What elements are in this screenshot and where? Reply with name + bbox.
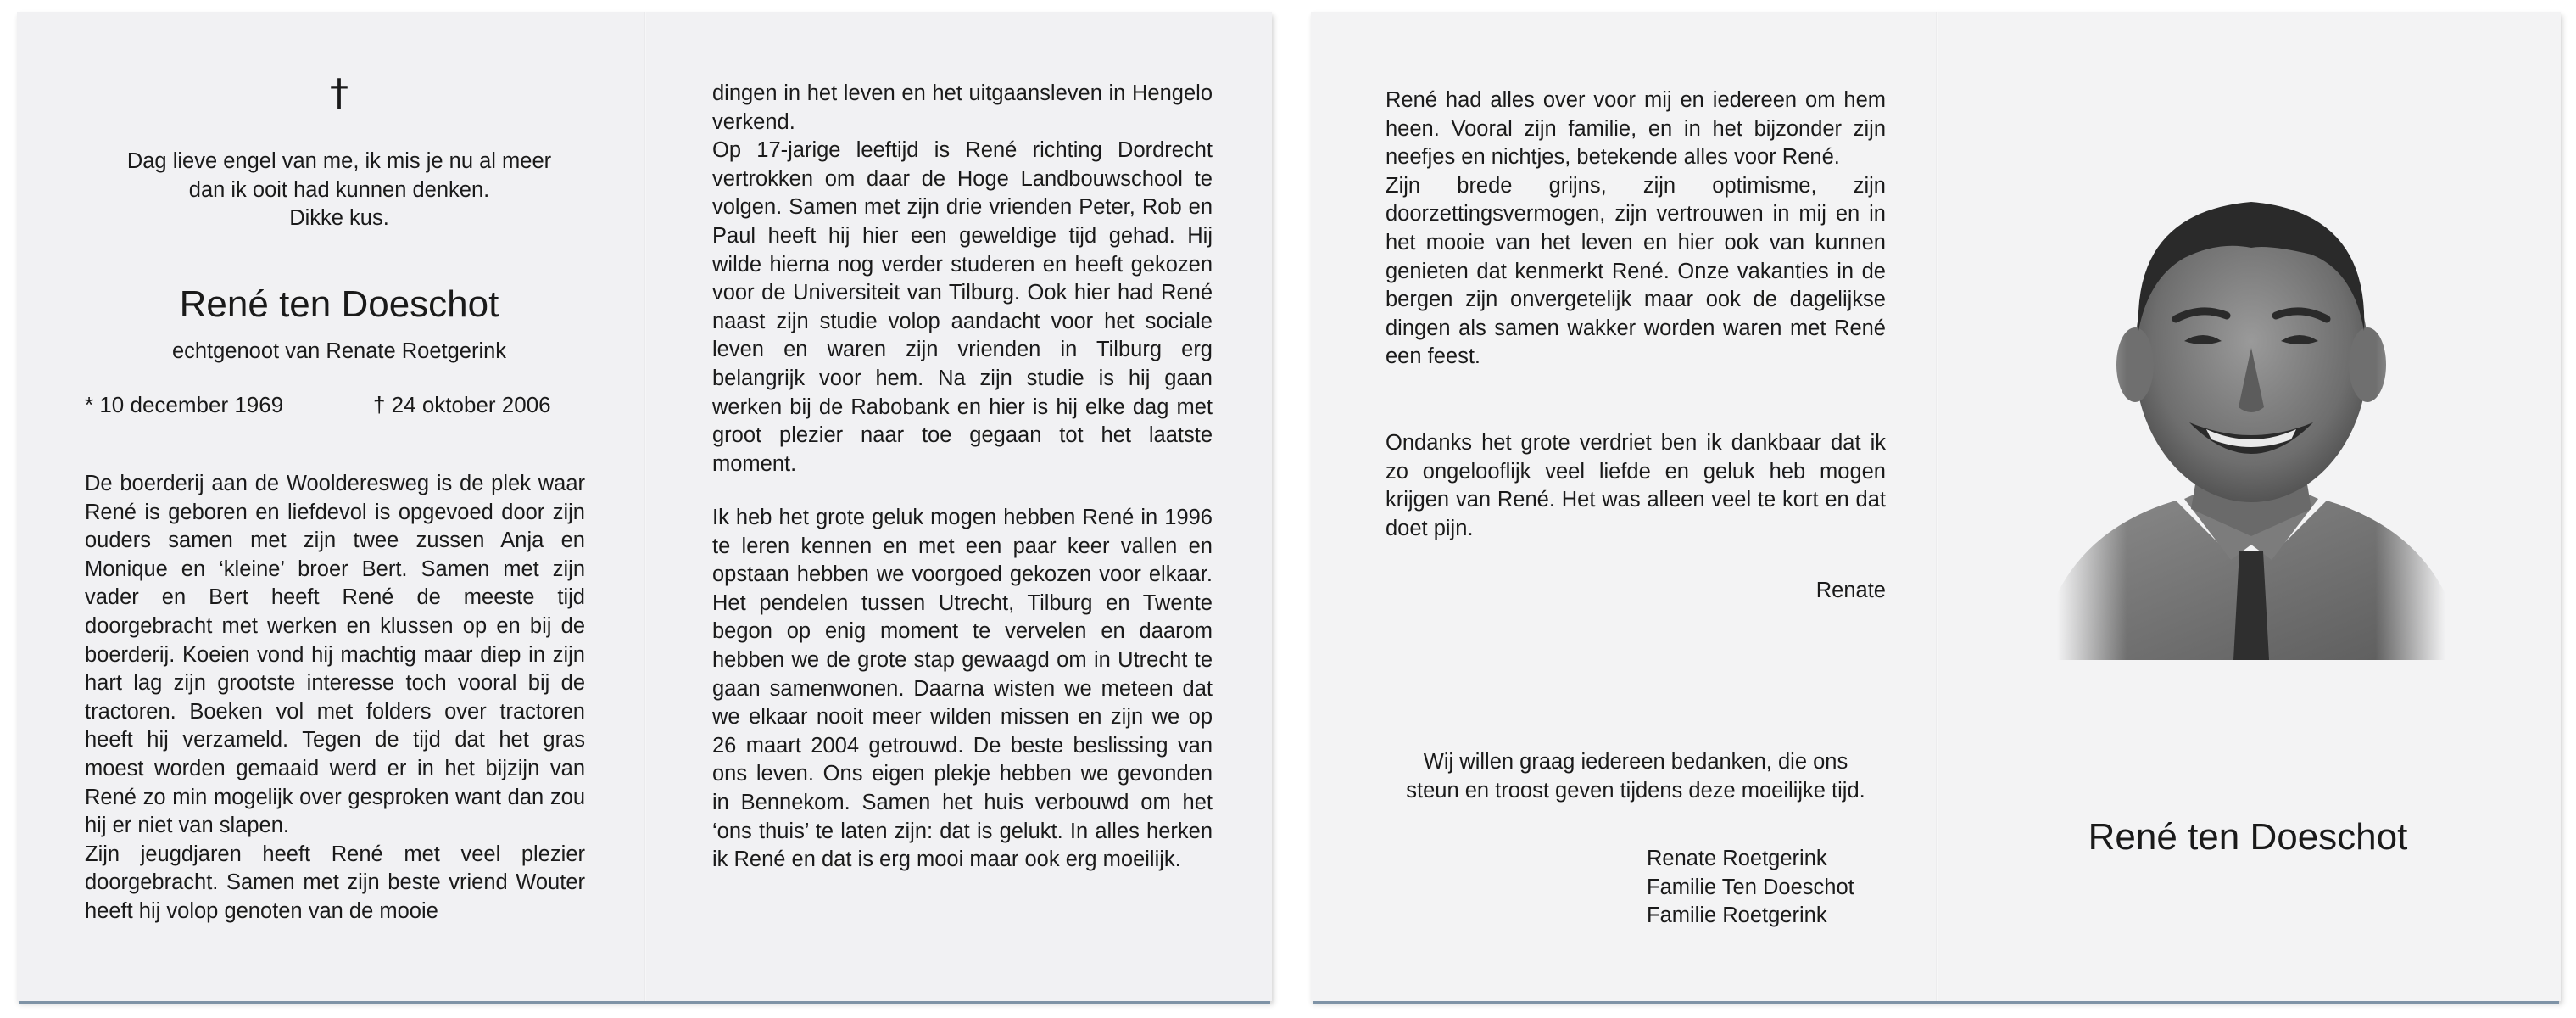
spouse-line: echtgenoot van Renate Roetgerink: [171, 339, 507, 363]
death-date: † 24 oktober 2006: [373, 392, 551, 417]
deceased-name: René ten Doeschot: [179, 283, 499, 325]
thanks-text: Wij willen graag iedereen bedanken, die ons steun en troost geven tijdens deze moeilijke tijd.: [1406, 750, 1865, 803]
fold-line: [1936, 12, 1938, 1001]
signature: Renate: [1815, 579, 1886, 602]
family-list: [1647, 845, 1854, 931]
portrait-photo: [2057, 153, 2445, 660]
family-name: Renate Roetgerink: [1647, 847, 1827, 870]
fold-line: [644, 12, 646, 1001]
biography-paragraph-1: De boerderij aan de Woolderesweg is de plek waar René is geboren en liefdevol is opgevoed door zijn ouders samen met zijn twee zussen Anja en Monique en ‘kleine’ broer Bert. Samen met zijn vader en Bert heeft René de meeste tijd doorgebracht met werken en klussen op en bij de boerderij. Koeien vond hij machtig maar diep in zijn hart lag zijn grootste interesse toch vooral bij de tractoren. Boeken vol met folders over tractoren heeft hij verzameld. Tegen de tijd dat het gras moest worden gemaaid werd er in het bijzijn van René zo min mogelijk over gesproken want dan zou hij er niet van slapen. Zijn jeugdjaren heeft René met veel plezier doorgebracht. Samen met zijn beste vriend Wouter heeft hij volop genoten van de mooie: [85, 472, 585, 923]
poem-text: Dag lieve engel van me, ik mis je nu al meer dan ik ooit had kunnen denken. Dikke kus.: [126, 149, 552, 231]
deceased-name-back: René ten Doeschot: [2088, 816, 2408, 858]
story-paragraph-1: René had alles over voor mij en iedereen om hem heen. Vooral zijn familie, en in het bijzonder zijn neefjes en nichtjes, betekende alles voor René. Zijn brede grijns, zijn optimisme, zijn doorzettingsvermogen, zijn vertrouwen in mij en in het mooie van het leven en hier ook van kunnen genieten dat kenmerkt René. Onze vakanties in de bergen zijn onvergetelijk maar ook de dagelijkse dingen als samen wakker worden waren met René een feest.: [1386, 88, 1886, 369]
family-name: Familie Roetgerink: [1647, 903, 1827, 928]
family-name: Familie Ten Doeschot: [1647, 875, 1854, 899]
story-paragraph-2: Ondanks het grote verdriet ben ik dankbaar dat ik zo ongelooflijk veel liefde en geluk heb mogen krijgen van René. Het was alleen veel te kort en dat doet pijn.: [1386, 431, 1886, 540]
biography-paragraph-3: Ik heb het grote geluk mogen hebben René in 1996 te leren kennen en met een paar keer vallen en opstaan hebben we voorgoed gekozen voor elkaar. Het pendelen tussen Utrecht, Tilburg en Twente begon op enig moment te vervelen en daarom hebben we de grote stap gewaagd om in Utrecht te gaan samenwonen. Daarna wisten we meteen dat we elkaar nooit meer wilden missen en zijn we op 26 maart 2004 getrouwd. De beste beslissing van ons leven. Ons eigen plekje hebben we gevonden in Bennekom. Samen het huis verbouwd om het ‘ons thuis’ te laten zijn: dat is gelukt. In alles herken ik René en dat is erg mooi maar ook erg moeilijk.: [712, 506, 1213, 872]
biography-paragraph-2: dingen in het leven en het uitgaansleven in Hengelo verkend. Op 17-jarige leeftijd is René richting Dordrecht vertrokken om daar de Hoge Landbouwschool te volgen. Samen met zijn drie vrienden Peter, Rob en Paul heeft hij hier een geweldige tijd gehad. Hij wilde hierna nog verder studeren en heeft gekozen voor de Universiteit van Tilburg. Ook hier had René naast zijn studie volop aandacht voor het sociale leven en waren zijn vrienden in Tilburg erg belangrijk voor hem. Na zijn studie is hij gaan werken bij de Rabobank en hier is hij elke dag met groot plezier naar toe gegaan tot het laatste moment.: [712, 81, 1213, 476]
memorial-card-left-sheet: [17, 12, 1272, 1001]
birth-date: * 10 december 1969: [85, 392, 284, 417]
memorial-card-right-sheet: [1311, 12, 2561, 1001]
cross-icon: †: [330, 71, 348, 115]
